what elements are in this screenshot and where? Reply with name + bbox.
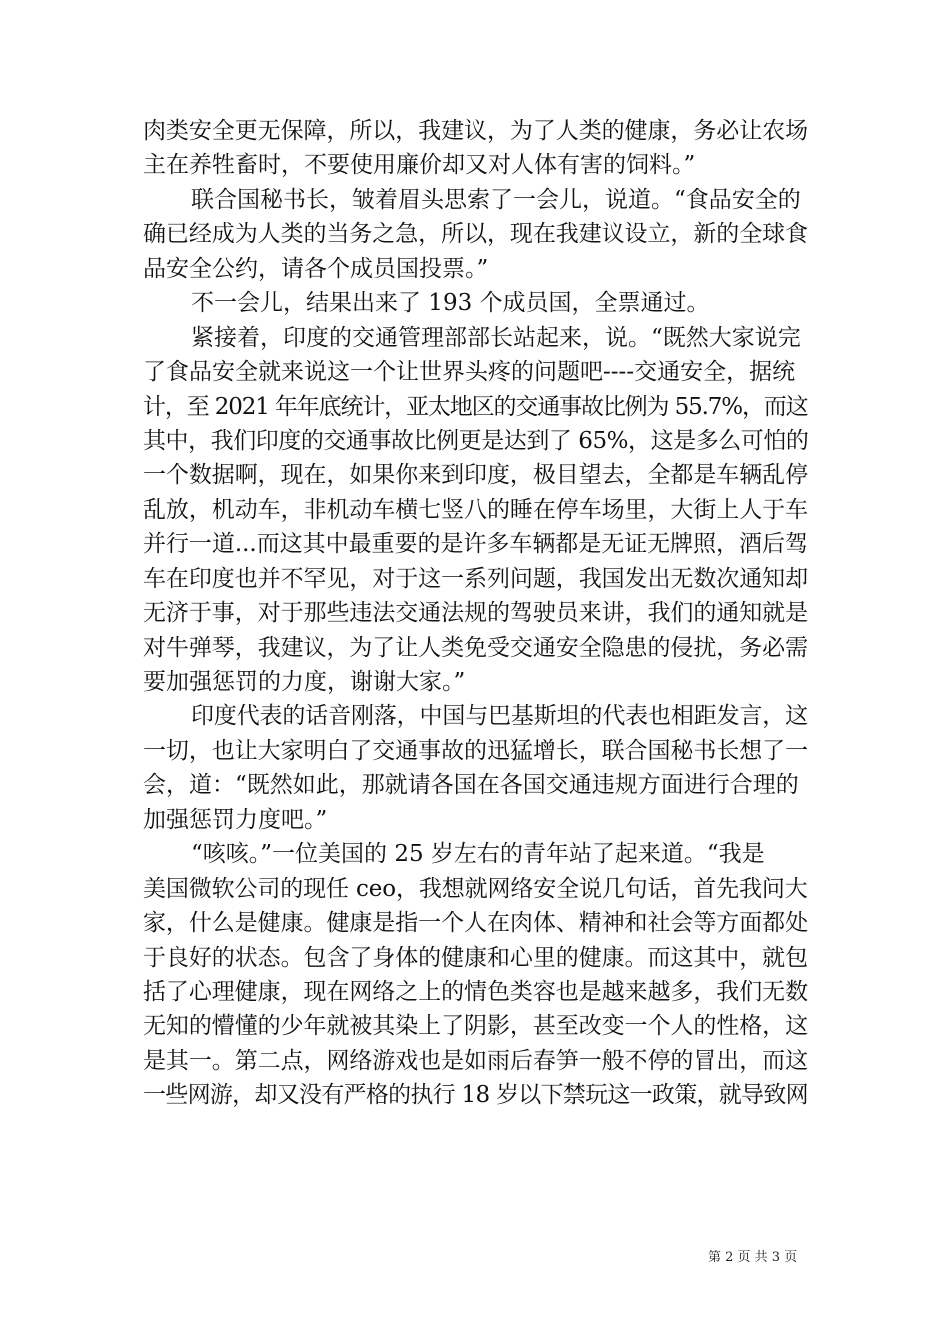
text-line: 无知的懵懂的少年就被其染上了阴影，甚至改变一个人的性格，这 bbox=[143, 1013, 809, 1040]
text-line: 主在养牲畜时，不要使用廉价却又对人体有害的饲料。” bbox=[143, 152, 696, 179]
text-line: 计，至 2021 年年底统计，亚太地区的交通事故比例为 55.7%，而这 bbox=[143, 393, 808, 420]
text-line: 并行一道...而这其中最重要的是许多车辆都是无证无牌照，酒后驾 bbox=[143, 531, 808, 558]
text-line: 联合国秘书长，皱着眉头思索了一会儿，说道。“食品安全的 bbox=[191, 186, 801, 213]
text-line: 于良好的状态。包含了身体的健康和心里的健康。而这其中，就包 bbox=[143, 944, 809, 971]
text-line: 会，道：“既然如此，那就请各国在各国交通违规方面进行合理的 bbox=[143, 772, 799, 799]
text-line: 印度代表的话音刚落，中国与巴基斯坦的代表也相距发言，这 bbox=[191, 703, 808, 730]
text-line: 一个数据啊，现在，如果你来到印度，极目望去，全都是车辆乱停 bbox=[143, 462, 809, 489]
text-line: 紧接着，印度的交通管理部部长站起来，说。“既然大家说完 bbox=[191, 324, 801, 351]
text-line: 了食品安全就来说这一个让世界头疼的问题吧----交通安全，据统 bbox=[143, 359, 796, 386]
text-line: 一切，也让大家明白了交通事故的迅猛增长，联合国秘书长想了一 bbox=[143, 737, 809, 764]
text-line: 不一会儿，结果出来了 193 个成员国，全票通过。 bbox=[191, 290, 710, 317]
text-line: 对牛弹琴，我建议，为了让人类免受交通安全隐患的侵扰，务必需 bbox=[143, 634, 809, 661]
page-number: 第 2 页 共 3 页 bbox=[708, 1250, 798, 1265]
text-line: 品安全公约，请各个成员国投票。” bbox=[143, 255, 489, 282]
text-line: 加强惩罚力度吧。” bbox=[143, 806, 328, 833]
text-line: 肉类安全更无保障，所以，我建议，为了人类的健康，务必让农场 bbox=[143, 118, 809, 144]
text-line: 车在印度也并不罕见，对于这一系列问题，我国发出无数次通知却 bbox=[143, 565, 809, 592]
text-line: 要加强惩罚的力度，谢谢大家。” bbox=[143, 669, 466, 695]
text-line: 无济于事，对于那些违法交通法规的驾驶员来讲，我们的通知就是 bbox=[143, 600, 809, 627]
text-line: 美国微软公司的现任 ceo，我想就网络安全说几句话，首先我问大 bbox=[143, 875, 808, 902]
text-line: 是其一。第二点，网络游戏也是如雨后春笋一般不停的冒出，而这 bbox=[143, 1047, 809, 1074]
text-line: 家，什么是健康。健康是指一个人在肉体、精神和社会等方面都处 bbox=[143, 910, 809, 937]
text-line: 其中，我们印度的交通事故比例更是达到了 65%，这是多么可怕的 bbox=[143, 427, 809, 454]
text-line: “咳咳。”一位美国的 25 岁左右的青年站了起来道。“我是 bbox=[191, 841, 765, 868]
text-line: 确已经成为人类的当务之急，所以，现在我建议设立，新的全球食 bbox=[143, 221, 809, 248]
text-line: 括了心理健康，现在网络之上的情色类容也是越来越多，我们无数 bbox=[143, 978, 809, 1005]
body-text bbox=[143, 114, 808, 1113]
text-line: 一些网游，却又没有严格的执行 18 岁以下禁玩这一政策，就导致网 bbox=[143, 1082, 808, 1109]
text-line: 乱放，机动车，非机动车横七竖八的睡在停车场里，大街上人于车 bbox=[143, 496, 809, 523]
